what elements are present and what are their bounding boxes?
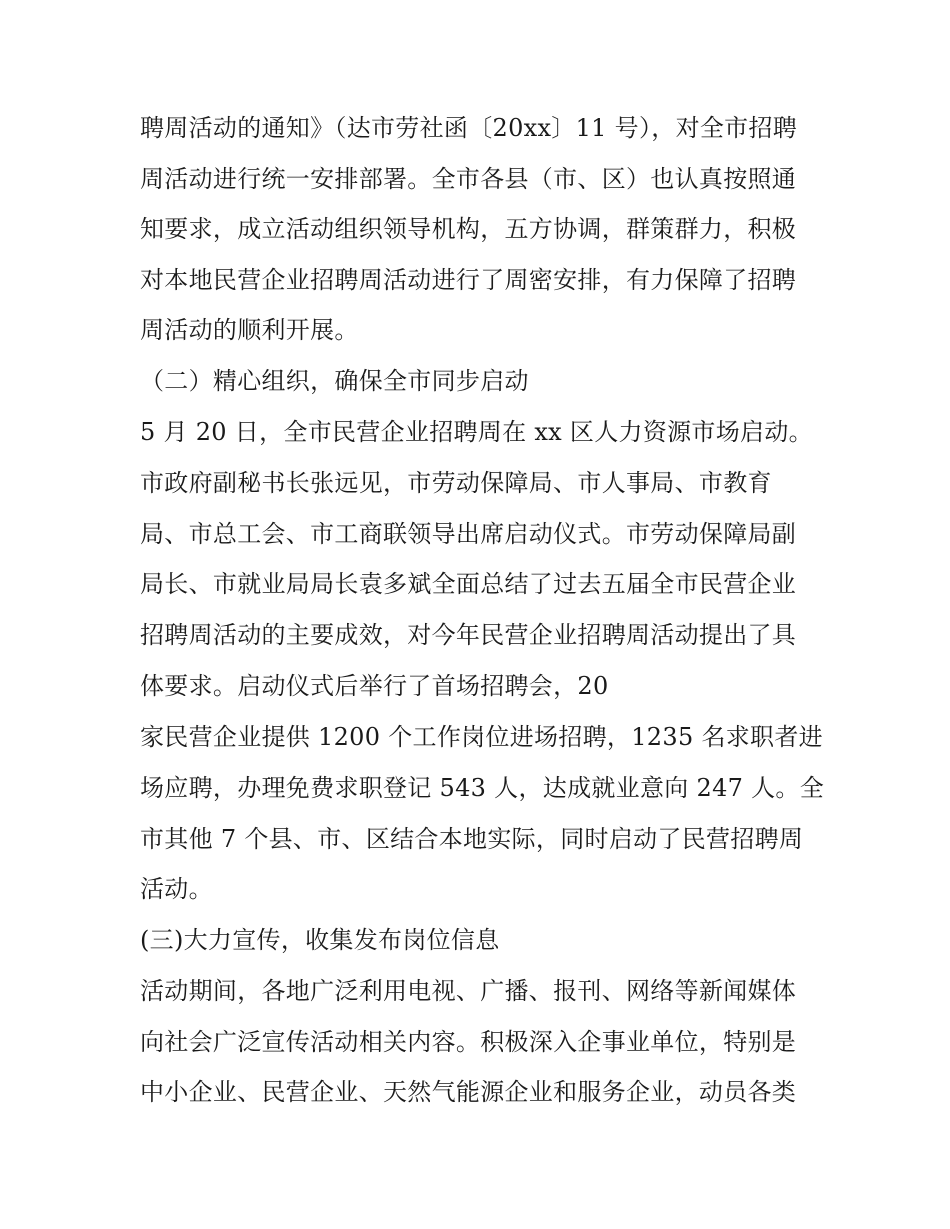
section-heading-3: (三)大力宣传，收集发布岗位信息: [140, 926, 500, 954]
body-text-line: 市政府副秘书长张远见，市劳动保障局、市人事局、市教育: [140, 469, 772, 497]
body-text-line: 家民营企业提供 1200 个工作岗位进场招聘，1235 名求职者进: [140, 723, 823, 751]
body-text-line: 中小企业、民营企业、天然气能源企业和服务企业，动员各类: [140, 1078, 797, 1106]
body-text-line: 市其他 7 个县、市、区结合本地实际，同时启动了民营招聘周: [140, 825, 804, 853]
body-text-line: 知要求，成立活动组织领导机构，五方协调，群策群力，积极: [140, 215, 797, 243]
body-text-line: 体要求。启动仪式后举行了首场招聘会，20: [140, 672, 609, 700]
body-text-line: 活动期间，各地广泛利用电视、广播、报刊、网络等新闻媒体: [140, 977, 797, 1005]
body-text-line: 向社会广泛宣传活动相关内容。积极深入企事业单位，特别是: [140, 1028, 797, 1056]
body-text-line: 场应聘，办理免费求职登记 543 人，达成就业意向 247 人。全: [140, 774, 825, 802]
section-heading-2: （二）精心组织，确保全市同步启动: [140, 367, 529, 395]
body-text-line: 招聘周活动的主要成效，对今年民营企业招聘周活动提出了具: [140, 621, 797, 649]
body-text-line: 局、市总工会、市工商联领导出席启动仪式。市劳动保障局副: [140, 520, 797, 548]
body-text-line: 周活动进行统一安排部署。全市各县（市、区）也认真按照通: [140, 165, 797, 193]
body-text-line: 周活动的顺利开展。: [140, 316, 359, 344]
body-text-line: 活动。: [140, 875, 213, 903]
body-text-line: 5 月 20 日，全市民营企业招聘周在 xx 区人力资源市场启动。: [140, 418, 813, 446]
body-text-line: 聘周活动的通知》（达市劳社函〔20xx〕11 号），对全市招聘: [140, 114, 798, 142]
body-text-line: 局长、市就业局局长袁多斌全面总结了过去五届全市民营企业: [140, 570, 797, 598]
body-text-line: 对本地民营企业招聘周活动进行了周密安排，有力保障了招聘: [140, 266, 797, 294]
